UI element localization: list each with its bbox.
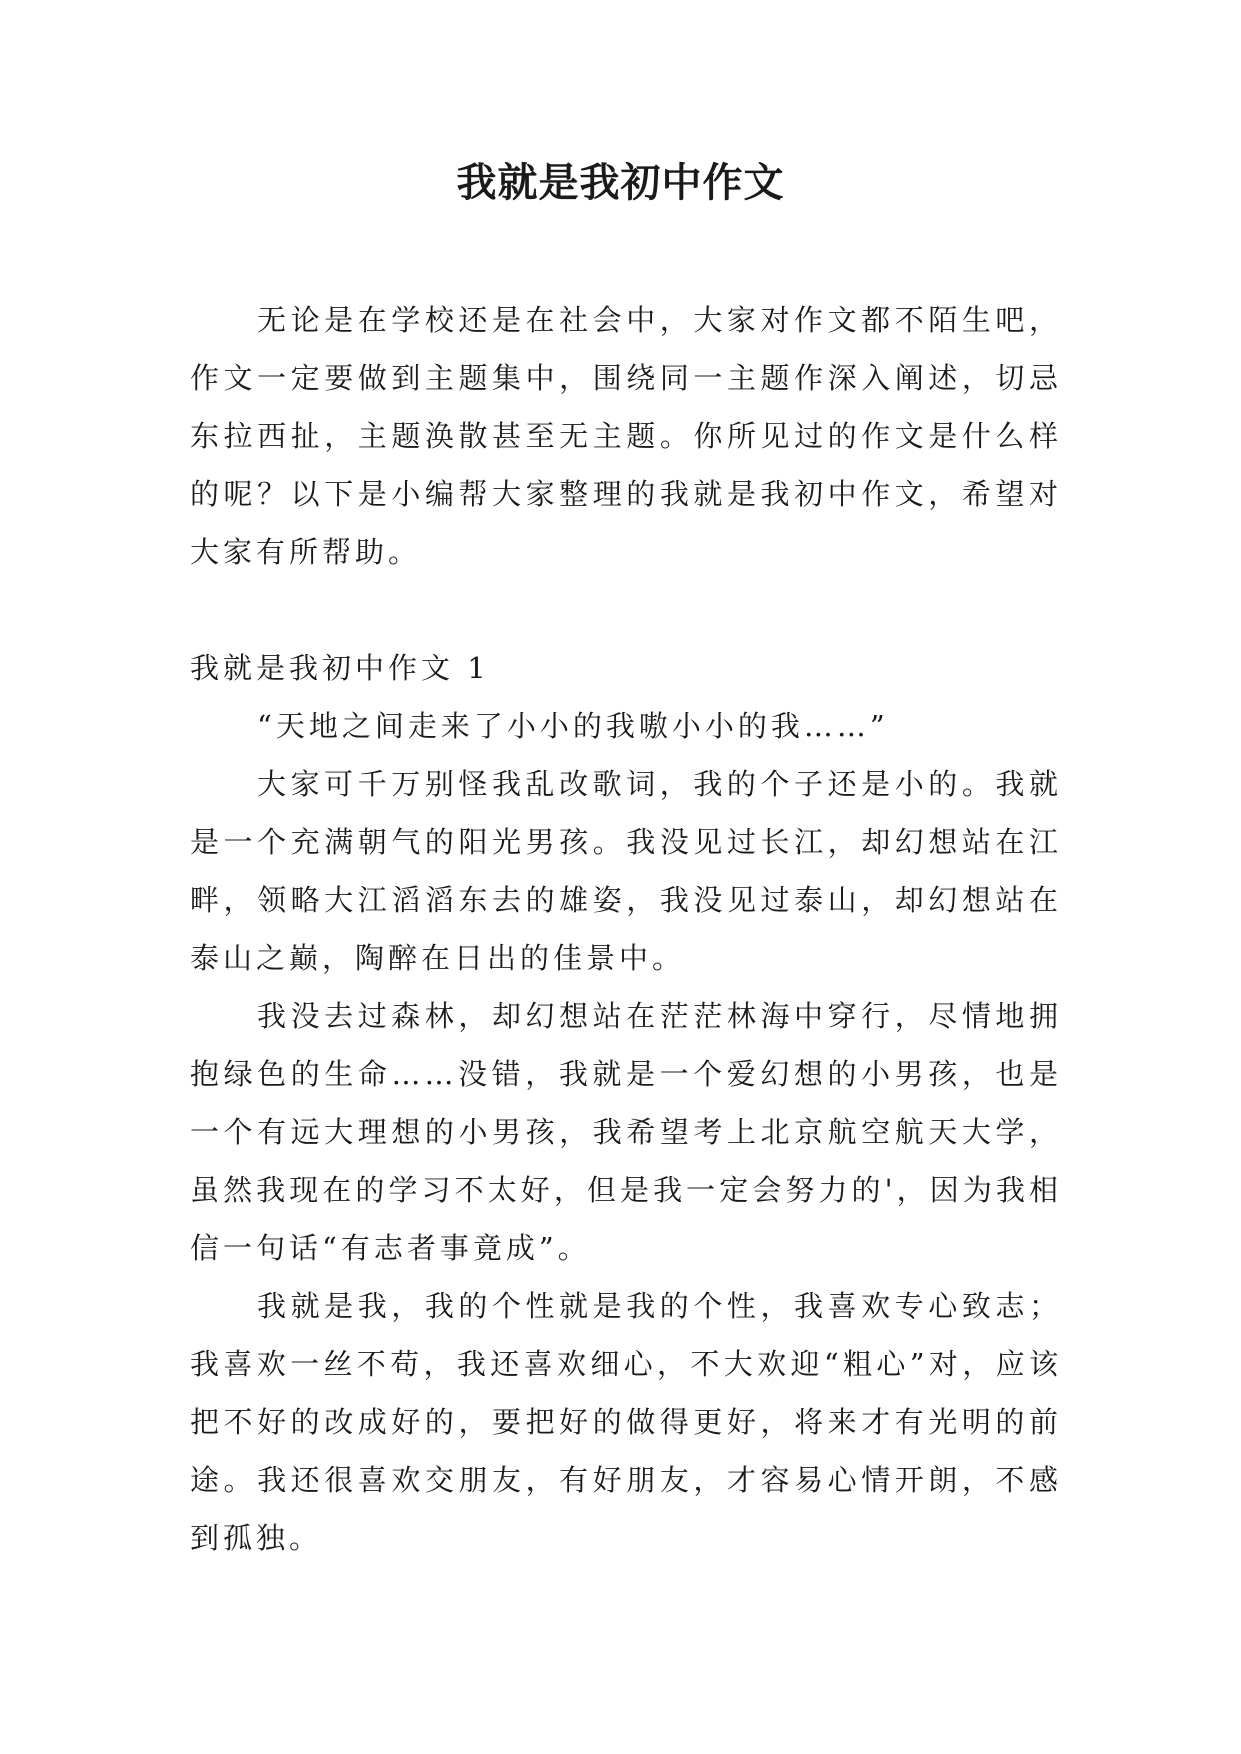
body-paragraph-4: 我就是我，我的个性就是我的个性，我喜欢专心致志；我喜欢一丝不苟，我还喜欢细心，不大欢迎“粗心”对，应该把不好的改成好的，要把好的做得更好，将来才有光明的前途。我还很喜欢交朋友，有好朋友，才容易心情开朗，不感到孤独。 <box>190 1289 1062 1555</box>
intro-paragraph: 无论是在学校还是在社会中，大家对作文都不陌生吧，作文一定要做到主题集中，围绕同一主题作深入阐述，切忌东拉西扯，主题涣散甚至无主题。你所见过的作文是什么样的呢？以下是小编帮大家整理的我就是我初中作文，希望对大家有所帮助。 <box>190 303 1062 569</box>
section-heading: 我就是我初中作文 1 <box>190 651 490 685</box>
body-paragraph-2: 大家可千万别怪我乱改歌词，我的个子还是小的。我就是一个充满朝气的阳光男孩。我没见过长江，却幻想站在江畔，领略大江滔滔东去的雄姿，我没见过泰山，却幻想站在泰山之巅，陶醉在日出的佳景中。 <box>190 767 1062 975</box>
body-paragraph-1: “天地之间走来了小小的我嗷小小的我……” <box>257 709 889 743</box>
document-title: 我就是我初中作文 <box>456 160 785 206</box>
document-body <box>190 291 1062 1567</box>
body-paragraph-3: 我没去过森林，却幻想站在茫茫林海中穿行，尽情地拥抱绿色的生命……没错，我就是一个爱幻想的小男孩，也是一个有远大理想的小男孩，我希望考上北京航空航天大学，虽然我现在的学习不太好，但是我一定会努力的'，因为我相信一句话“有志者事竟成”。 <box>190 999 1062 1265</box>
